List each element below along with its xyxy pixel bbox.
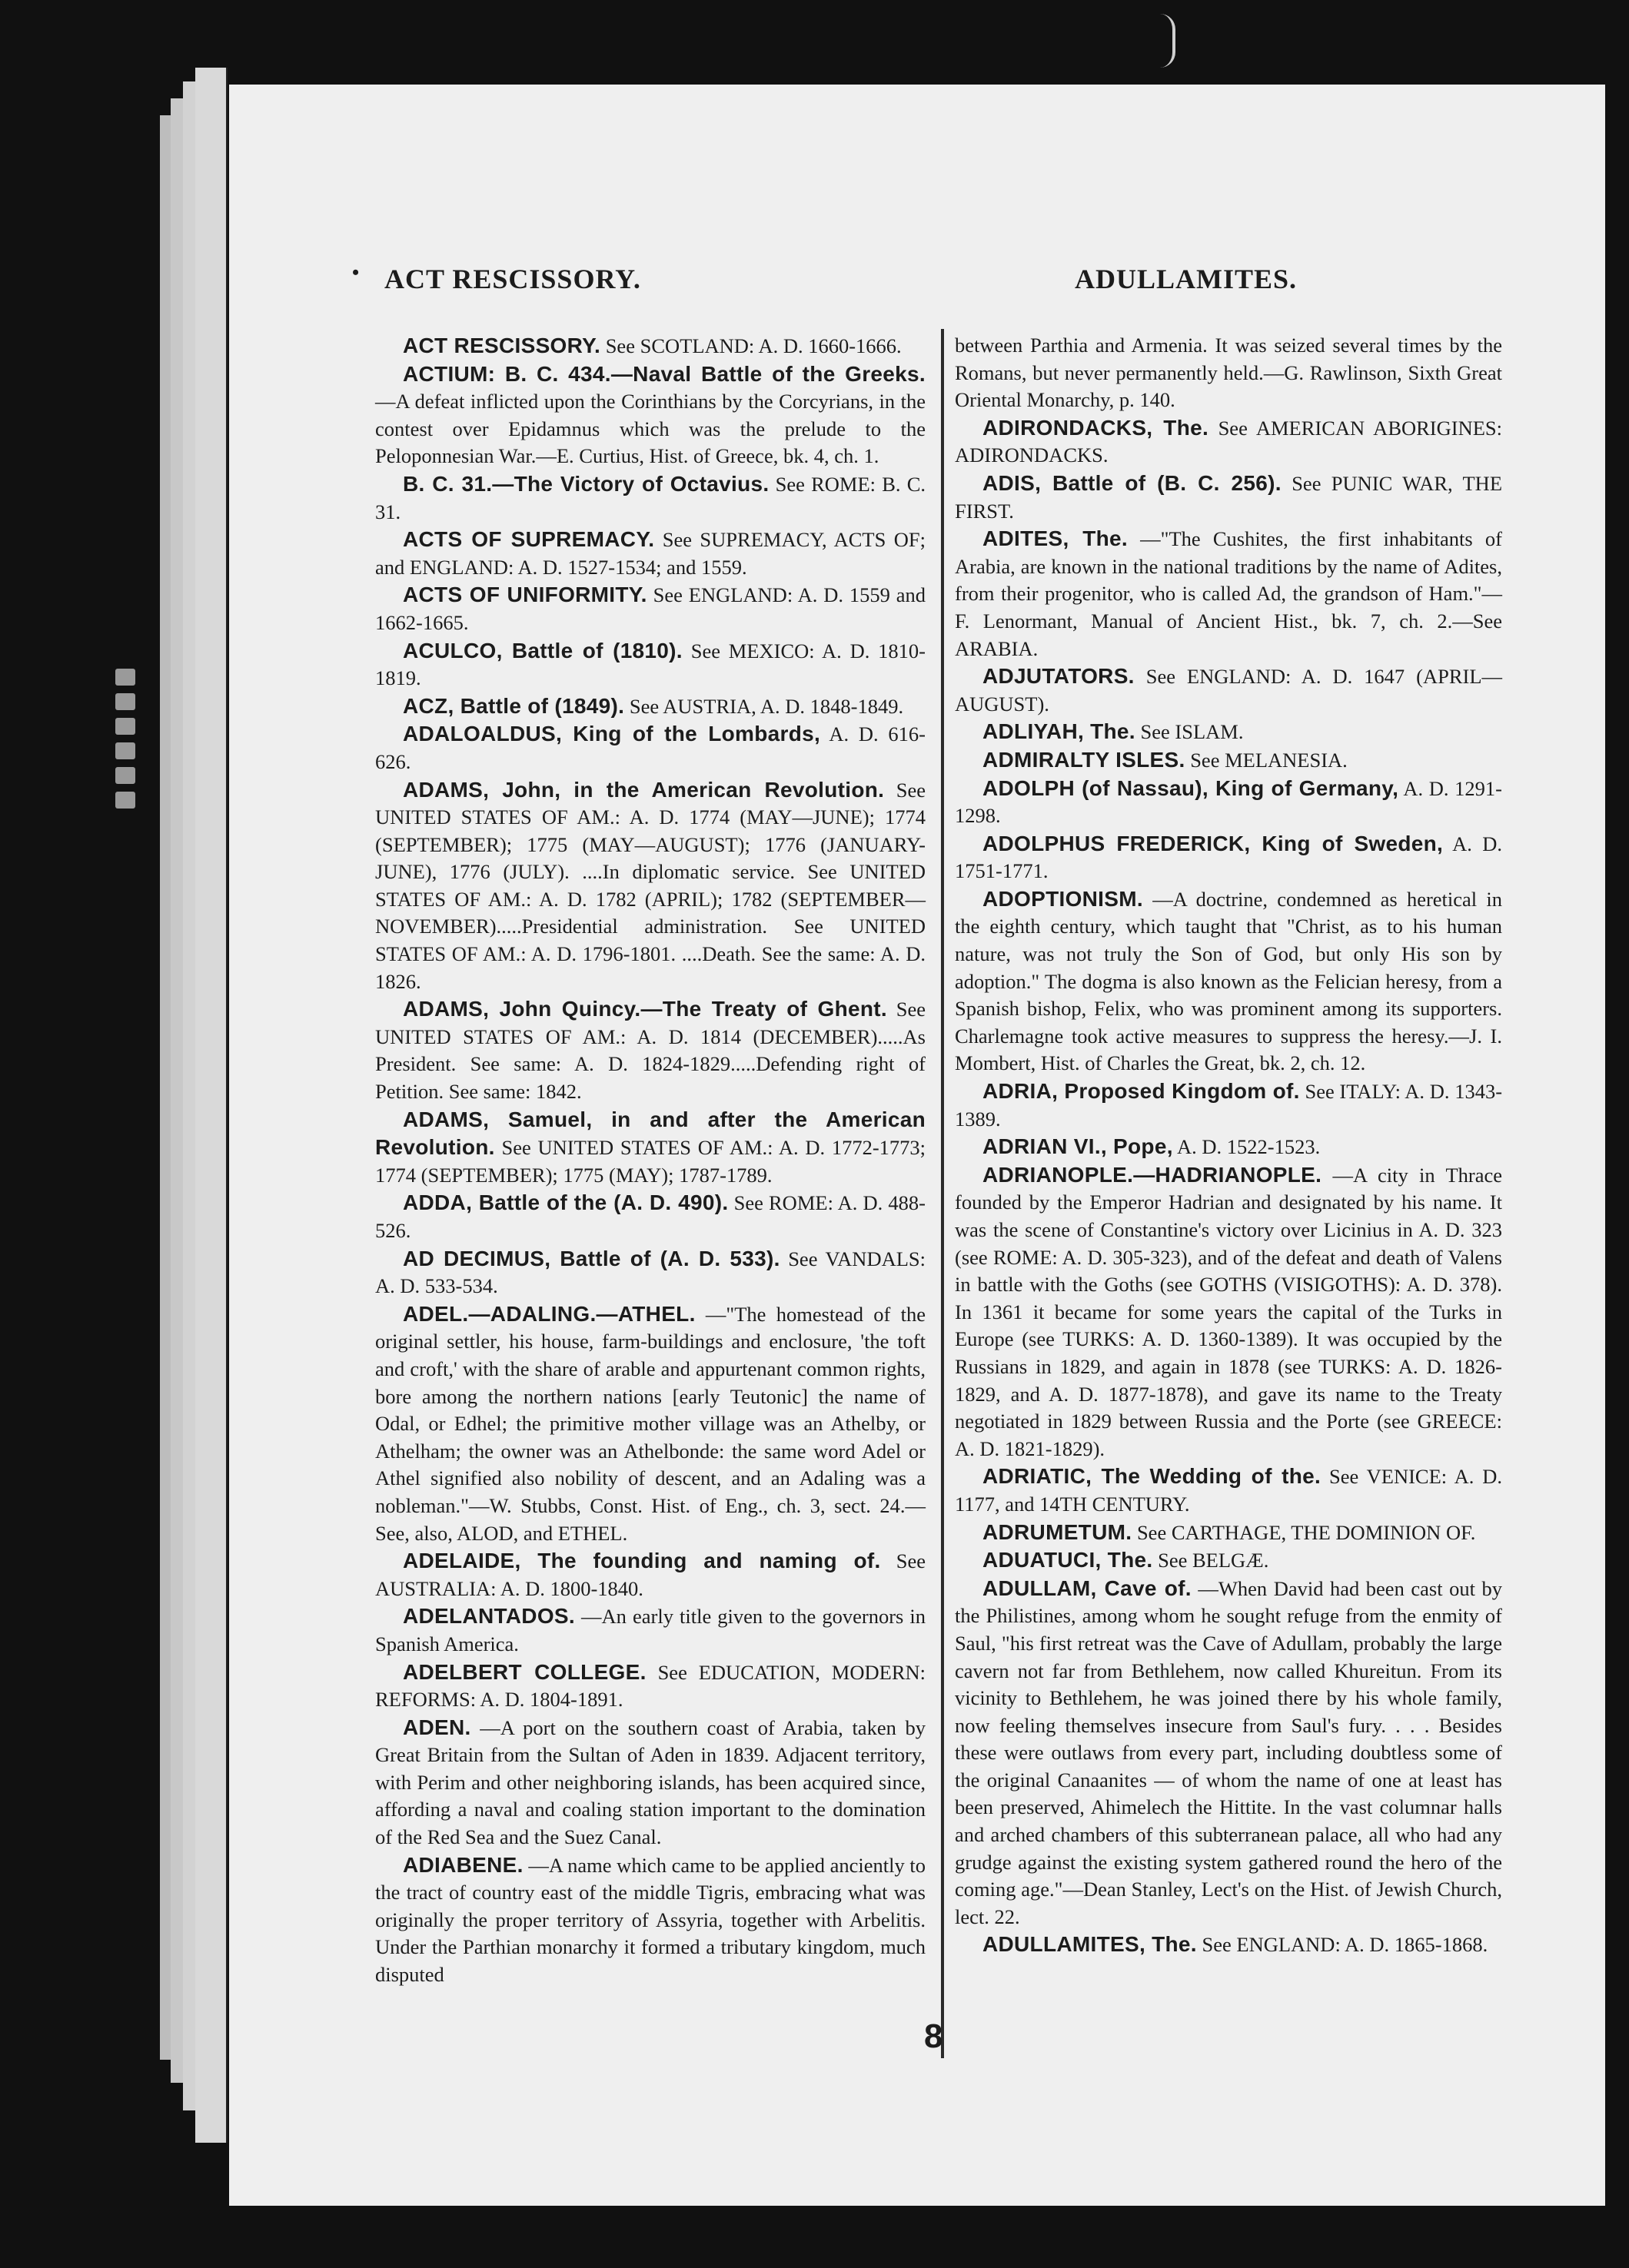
dictionary-entry — [955, 1546, 1502, 1575]
dictionary-entry — [955, 885, 1502, 1078]
dictionary-entry — [375, 332, 926, 360]
entry-headword: ACT RESCISSORY. — [403, 334, 601, 357]
entry-headword: ACTS OF UNIFORMITY. — [403, 583, 647, 607]
entry-text: See ENGLAND: A. D. 1559 and 1662-1665. — [375, 583, 926, 634]
entry-text: —A defeat inflicted upon the Corinthians by the Corcyrians, in the contest over Epidamnus which was the prelude to the Peloponnesian War.—E. Curtius, Hist. of Greece, bk. 4, ch. 1. — [375, 390, 926, 468]
entry-headword: ADITES, The. — [982, 526, 1128, 551]
column-rule — [941, 329, 944, 2058]
entry-text: A. D. 616-626. — [375, 722, 926, 773]
dictionary-entry — [955, 1931, 1502, 1959]
dictionary-entry — [375, 692, 926, 721]
dictionary-entry — [375, 1106, 926, 1190]
dictionary-entry — [375, 1189, 926, 1244]
entry-headword: ACTS OF SUPREMACY. — [403, 527, 655, 552]
entry-headword: ADELANTADOS. — [403, 1604, 575, 1629]
dictionary-entry — [375, 995, 926, 1105]
running-header — [229, 263, 1605, 309]
entry-text: See EDUCATION, MODERN: REFORMS: A. D. 1804-1891. — [375, 1660, 926, 1712]
dictionary-entry — [375, 1602, 926, 1658]
entry-text: See CARTHAGE, THE DOMINION OF. — [1136, 1520, 1476, 1544]
entry-text: See SUPREMACY, ACTS OF; and ENGLAND: A. D. 1527-1534; and 1559. — [375, 528, 926, 579]
entry-headword: ADUATUCI, The. — [982, 1548, 1153, 1572]
entry-text: —When David had been cast out by the Philistines, among whom he sought refuge from the enmity of Saul, "his first retreat was the Cave of Adullam, probably the large cavern not far from Bethlehem, now called Khureitun. From its vicinity to Bethlehem, he was joined there by his whole family, now feeling themselves insecure from Saul's fury. . . . Besides these were outlaws from every part, including doubtless some of the original Canaanites — of whom the name of one at least has been preserved, Ahimelech the Hittite. In the vast columnar halls and arched chambers of this subterranean palace, all who had any grudge against the existing system gathered round the hero of the coming age."—Dean Stanley, Lect's on the Hist. of Jewish Church, lect. 22. — [955, 1576, 1502, 1928]
dictionary-entry — [375, 1300, 926, 1547]
dictionary-entry — [375, 637, 926, 692]
entry-headword: ADRIA, Proposed Kingdom of. — [982, 1079, 1300, 1104]
entry-text: —"The Cushites, the first inhabitants of Arabia, are known in the national traditions by the name of Adites, from their progenitor, who is called Ad, the grandson of Ham."—F. Lenormant, Manual of Ancient Hist., bk. 7, ch. 2.—See ARABIA. — [955, 527, 1502, 660]
entry-text: A. D. 1291-1298. — [955, 776, 1502, 828]
entry-text: —A port on the southern coast of Arabia, taken by Great Britain from the Sultan of Aden in 1839. Adjacent territory, with Perim and other neighboring islands, has been acquired since, affording a naval and coaling station important to the domination of the Red Sea and the Suez Canal. — [375, 1715, 926, 1849]
dictionary-entry — [955, 470, 1502, 525]
entry-text: See VENICE: A. D. 1177, and 14TH CENTURY. — [955, 1465, 1503, 1516]
header-left: • ACT RESCISSORY. — [384, 263, 641, 295]
dictionary-entry — [375, 1851, 926, 1989]
entry-headword: ADRIANOPLE.—HADRIANOPLE. — [982, 1162, 1322, 1187]
entry-text: See BELGÆ. — [1158, 1549, 1269, 1572]
dictionary-entry — [375, 1245, 926, 1300]
dictionary-entry — [955, 662, 1502, 718]
dictionary-entry — [375, 1547, 926, 1602]
dictionary-entry — [955, 746, 1502, 775]
page-edge — [195, 68, 228, 2143]
entry-headword: ADRUMETUM. — [982, 1519, 1132, 1544]
dictionary-entry — [375, 720, 926, 775]
entry-headword: ADRIATIC, The Wedding of the. — [982, 1464, 1321, 1489]
entry-text: See ENGLAND: A. D. 1647 (APRIL—AUGUST). — [955, 665, 1503, 716]
dictionary-entry — [955, 414, 1502, 470]
dictionary-entry — [955, 1463, 1502, 1518]
entry-text: See ROME: B. C. 31. — [375, 472, 926, 523]
entry-text: See UNITED STATES OF AM.: A. D. 1814 (DECEMBER).....As President. See same: A. D. 1824-1829.....Defending right of Petition. See same: 1842. — [375, 998, 926, 1104]
entry-headword: ADIRONDACKS, The. — [982, 415, 1209, 440]
left-column — [375, 332, 926, 1989]
dictionary-entry — [375, 581, 926, 636]
book-spine — [115, 669, 146, 853]
entry-text: A. D. 1522-1523. — [1176, 1135, 1321, 1159]
entry-text: See ROME: A. D. 488-526. — [375, 1191, 926, 1242]
entry-headword: ADAMS, Samuel, in and after the American Revolution. — [375, 1107, 926, 1160]
dictionary-entry — [955, 332, 1502, 414]
entry-headword: ADEN. — [403, 1715, 471, 1739]
entry-headword: ADULLAMITES, The. — [982, 1932, 1197, 1957]
entry-headword: ADRIAN VI., Pope, — [982, 1134, 1173, 1159]
entry-text: —An early title given to the governors in Spanish America. — [375, 1605, 926, 1655]
entry-headword: ACZ, Battle of (1849). — [403, 693, 625, 718]
right-column — [955, 332, 1502, 1959]
dictionary-entry — [375, 526, 926, 581]
entry-headword: ADULLAM, Cave of. — [982, 1576, 1192, 1600]
dictionary-entry — [375, 360, 926, 470]
entry-headword: ADIS, Battle of (B. C. 256). — [982, 470, 1282, 495]
entry-text: A. D. 1751-1771. — [955, 832, 1502, 883]
entry-headword: ADMIRALTY ISLES. — [982, 747, 1185, 772]
entry-text: —"The homestead of the original settler, his house, farm-buildings and enclosure, 'the toft and croft,' with the share of arable and appurtenant common rights, bore among the northern nations [early Teutonic] the name of Odal, or Edhel; the primitive mother village was an Athelby, or Athelham; the owner was an Athelbonde: the same word Adel or Athel signified also nobility of descent, and an Adaling was a nobleman."—W. Stubbs, Const. Hist. of Eng., ch. 3, sect. 24.—See, also, ALOD, and ETHEL. — [375, 1302, 926, 1545]
entry-text: See UNITED STATES OF AM.: A. D. 1774 (MAY—JUNE); 1774 (SEPTEMBER); 1775 (MAY—AUGUST); 1776 (JANUARY-JUNE), 1776 (JULY). ....In diplomatic service. See UNITED STATES OF AM.: A. D. 1782 (APRIL); 1782 (SEPTEMBER—NOVEMBER).....Presidential administration. See UNITED STATES OF AM.: A. D. 1796-1801. ....Death. See the same: A. D. 1826. — [375, 778, 926, 993]
entry-headword: ACULCO, Battle of (1810). — [403, 638, 683, 662]
entry-headword: ADEL.—ADALING.—ATHEL. — [403, 1301, 696, 1326]
book-page — [229, 85, 1605, 2206]
entry-headword: ADOPTIONISM. — [982, 886, 1143, 911]
entry-text: See ITALY: A. D. 1343-1389. — [955, 1080, 1503, 1131]
dictionary-entry — [375, 470, 926, 526]
entry-text: See UNITED STATES OF AM.: A. D. 1772-1773; 1774 (SEPTEMBER); 1775 (MAY); 1787-1789. — [375, 1136, 926, 1187]
entry-headword: ADALOALDUS, King of the Lombards, — [403, 722, 821, 746]
entry-headword: ADAMS, John, in the American Revolution. — [403, 777, 885, 802]
entry-headword: ADAMS, John Quincy.—The Treaty of Ghent. — [403, 997, 887, 1021]
header-right: ADULLAMITES. — [1075, 264, 1298, 294]
dictionary-entry — [955, 1078, 1502, 1133]
dictionary-entry — [955, 1133, 1502, 1161]
entry-headword: ADJUTATORS. — [982, 664, 1135, 689]
dictionary-entry — [955, 1519, 1502, 1547]
entry-text: See AMERICAN ABORIGINES: ADIRONDACKS. — [955, 416, 1503, 467]
entry-headword: ADELAIDE, The founding and naming of. — [403, 1549, 881, 1573]
entry-text: See AUSTRALIA: A. D. 1800-1840. — [375, 1549, 926, 1600]
page-number: 8 — [924, 2017, 943, 2055]
entry-headword: ADELBERT COLLEGE. — [403, 1659, 647, 1684]
entry-text: See AUSTRIA, A. D. 1848-1849. — [629, 694, 904, 718]
entry-headword: ADOLPHUS FREDERICK, King of Sweden, — [982, 831, 1444, 855]
entry-headword: ACTIUM: B. C. 434.—Naval Battle of the Greeks. — [403, 361, 926, 386]
entry-text: between Parthia and Armenia. It was seized several times by the Romans, but never permanently held.—G. Rawlinson, Sixth Great Oriental Monarchy, p. 140. — [955, 334, 1502, 412]
dictionary-entry — [955, 525, 1502, 662]
dictionary-entry — [375, 776, 926, 996]
dictionary-entry — [955, 830, 1502, 885]
dictionary-entry — [955, 775, 1502, 830]
corner-mark — [1157, 14, 1175, 68]
entry-headword: ADLIYAH, The. — [982, 719, 1135, 744]
entry-headword: ADIABENE. — [403, 1852, 524, 1877]
entry-text: See VANDALS: A. D. 533-534. — [375, 1247, 926, 1298]
dictionary-entry — [375, 1714, 926, 1851]
entry-headword: AD DECIMUS, Battle of (A. D. 533). — [403, 1246, 780, 1270]
dictionary-entry — [955, 1161, 1502, 1463]
dictionary-entry — [375, 1659, 926, 1714]
entry-headword: ADDA, Battle of the (A. D. 490). — [403, 1190, 729, 1215]
entry-text: See MEXICO: A. D. 1810-1819. — [375, 639, 926, 690]
entry-headword: ADOLPH (of Nassau), King of Germany, — [982, 775, 1399, 800]
entry-text: —A doctrine, condemned as heretical in the eighth century, which taught that "Christ, as to his human nature, was not truly the Son of God, but only His son by adoption." The dogma is also known as the Felician heresy, from a Spanish bishop, Felix, who was prominent among its supporters. Charlemagne took active measures to suppress the heresy.—J. I. Mombert, Hist. of Charles the Great, bk. 2, ch. 12. — [955, 887, 1503, 1075]
entry-text: See ENGLAND: A. D. 1865-1868. — [1202, 1933, 1488, 1957]
entry-text: See MELANESIA. — [1190, 748, 1348, 772]
dictionary-entry — [955, 718, 1502, 746]
entry-headword: B. C. 31.—The Victory of Octavius. — [403, 471, 770, 496]
dictionary-entry — [955, 1575, 1502, 1931]
entry-text: See PUNIC WAR, THE FIRST. — [955, 471, 1503, 523]
entry-text: —A city in Thrace founded by the Emperor Hadrian and designated by his name. It was the scene of Constantine's victory over Licinius in A. D. 323 (see ROME: A. D. 305-323), and of the defeat and death of Valens in battle with the Goths (see GOTHS (VISIGOTHS): A. D. 378). In 1361 it became for some years the capital of the Turks in Europe (see TURKS: A. D. 1360-1389). It was occupied by the Russians in 1829, and again in 1878 (see TURKS: A. D. 1826-1829, and A. D. 1877-1878), and gave its name to the Treaty negotiated in 1829 between Russia and the Porte (see GREECE: A. D. 1821-1829). — [955, 1163, 1502, 1460]
entry-text: See ISLAM. — [1140, 720, 1244, 744]
entry-text: —A name which came to be applied anciently to the tract of country east of the middle Tigris, embracing what was originally the proper territory of Assyria, together with Arbelitis. Under the Parthian monarchy it formed a tributary kingdom, much disputed — [375, 1853, 926, 1987]
entry-text: See SCOTLAND: A. D. 1660-1666. — [605, 334, 902, 357]
